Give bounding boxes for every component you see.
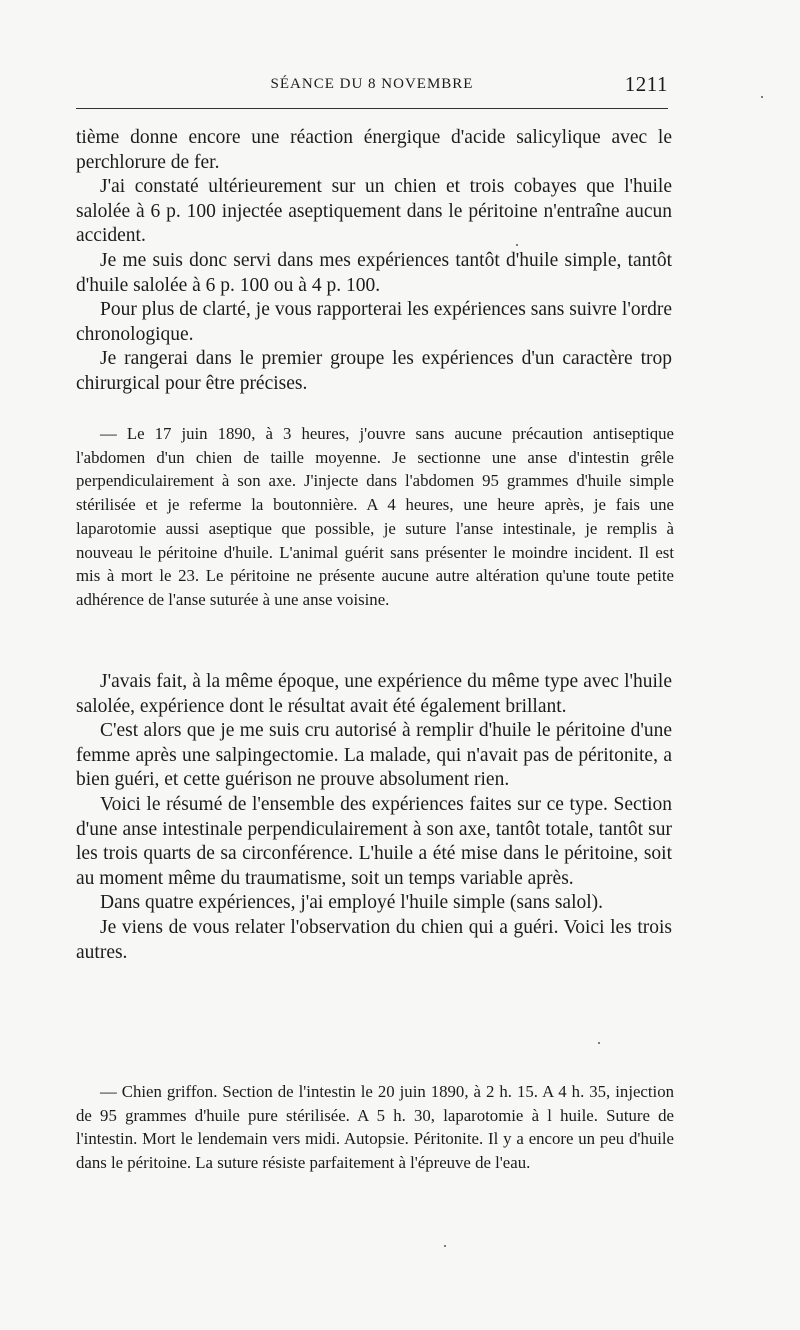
observation-paragraph: — Chien griffon. Section de l'intestin le 20 juin 1890, à 2 h. 15. A 4 h. 35, injection de 95 grammes d'huile pure stérilisée. A 5 h. 30, laparotomie à l huile. Suture de l'intestin. Mort le lendemain vers midi. Autopsie. Péritonite. Il y a encore un peu d'huile dans le péritoine. La suture résiste parfaitement à l'épreuve de l'eau. [76, 1082, 674, 1173]
paragraph: Voici le résumé de l'ensemble des expériences faites sur ce type. Section d'une anse intestinale perpendiculairement à son axe, tantôt totale, tantôt sur les trois quarts de sa circonférence. L'huile a été mise dans le péritoine, soit au moment même du traumatisme, soit un temps variable après. [76, 793, 672, 889]
paragraph: Dans quatre expériences, j'ai employé l'huile simple (sans salol). [100, 892, 604, 914]
paragraph: J'ai constaté ultérieurement sur un chien et trois cobayes que l'huile salolée à 6 p. 100 injectée aseptiquement dans le péritoine n'entraîne aucun accident. [76, 176, 672, 247]
observation-block [76, 422, 674, 612]
paper-speck [516, 244, 518, 246]
paragraph: tième donne encore une réaction énergique d'acide salicylique avec le perchlorure de fer. [76, 127, 672, 173]
observation-paragraph: — Le 17 juin 1890, à 3 heures, j'ouvre sans aucune précaution antiseptique l'abdomen d'un chien de taille moyenne. Je sectionne une anse d'intestin grêle perpendiculairement à son axe. J'injecte dans l'abdomen 95 grammes d'huile simple stérilisée et je referme la boutonnière. A 4 heures, une heure après, je fais une laparotomie aussi aseptique que possible, je suture l'anse intestinale, je remplis à nouveau le péritoine d'huile. L'animal guérit sans présenter le moindre incident. Il est mis à mort le 23. Le péritoine ne présente aucune autre altération qu'une toute petite adhérence de l'anse suturée à une anse voisine. [76, 424, 674, 609]
observation-block [76, 1080, 674, 1175]
body-text-middle [76, 670, 672, 965]
body-text-top [76, 126, 672, 397]
paper-speck [444, 1245, 446, 1247]
paper-speck [598, 1042, 600, 1044]
paragraph: J'avais fait, à la même époque, une expérience du même type avec l'huile salolée, expérience dont le résultat avait été également brillant. [76, 671, 672, 717]
paragraph: Je viens de vous relater l'observation du chien qui a guéri. Voici les trois autres. [76, 916, 672, 963]
header-rule [76, 108, 668, 109]
running-head [76, 72, 668, 98]
paragraph: Je me suis donc servi dans mes expériences tantôt d'huile simple, tantôt d'huile salolée à 6 p. 100 ou à 4 p. 100. [76, 249, 672, 296]
paragraph: C'est alors que je me suis cru autorisé à remplir d'huile le péritoine d'une femme après une salpingectomie. La malade, qui n'avait pas de péritonite, a bien guéri, et cette guérison ne prouve absolument rien. [76, 720, 672, 791]
paragraph: Pour plus de clarté, je vous rapporterai les expériences sans suivre l'ordre chronologique. [76, 299, 672, 345]
page-number: 1211 [624, 72, 668, 96]
running-title: SÉANCE DU 8 NOVEMBRE [270, 76, 474, 92]
paper-speck [761, 96, 763, 98]
paragraph: Je rangerai dans le premier groupe les expériences d'un caractère trop chirurgical pour être précises. [76, 348, 672, 394]
